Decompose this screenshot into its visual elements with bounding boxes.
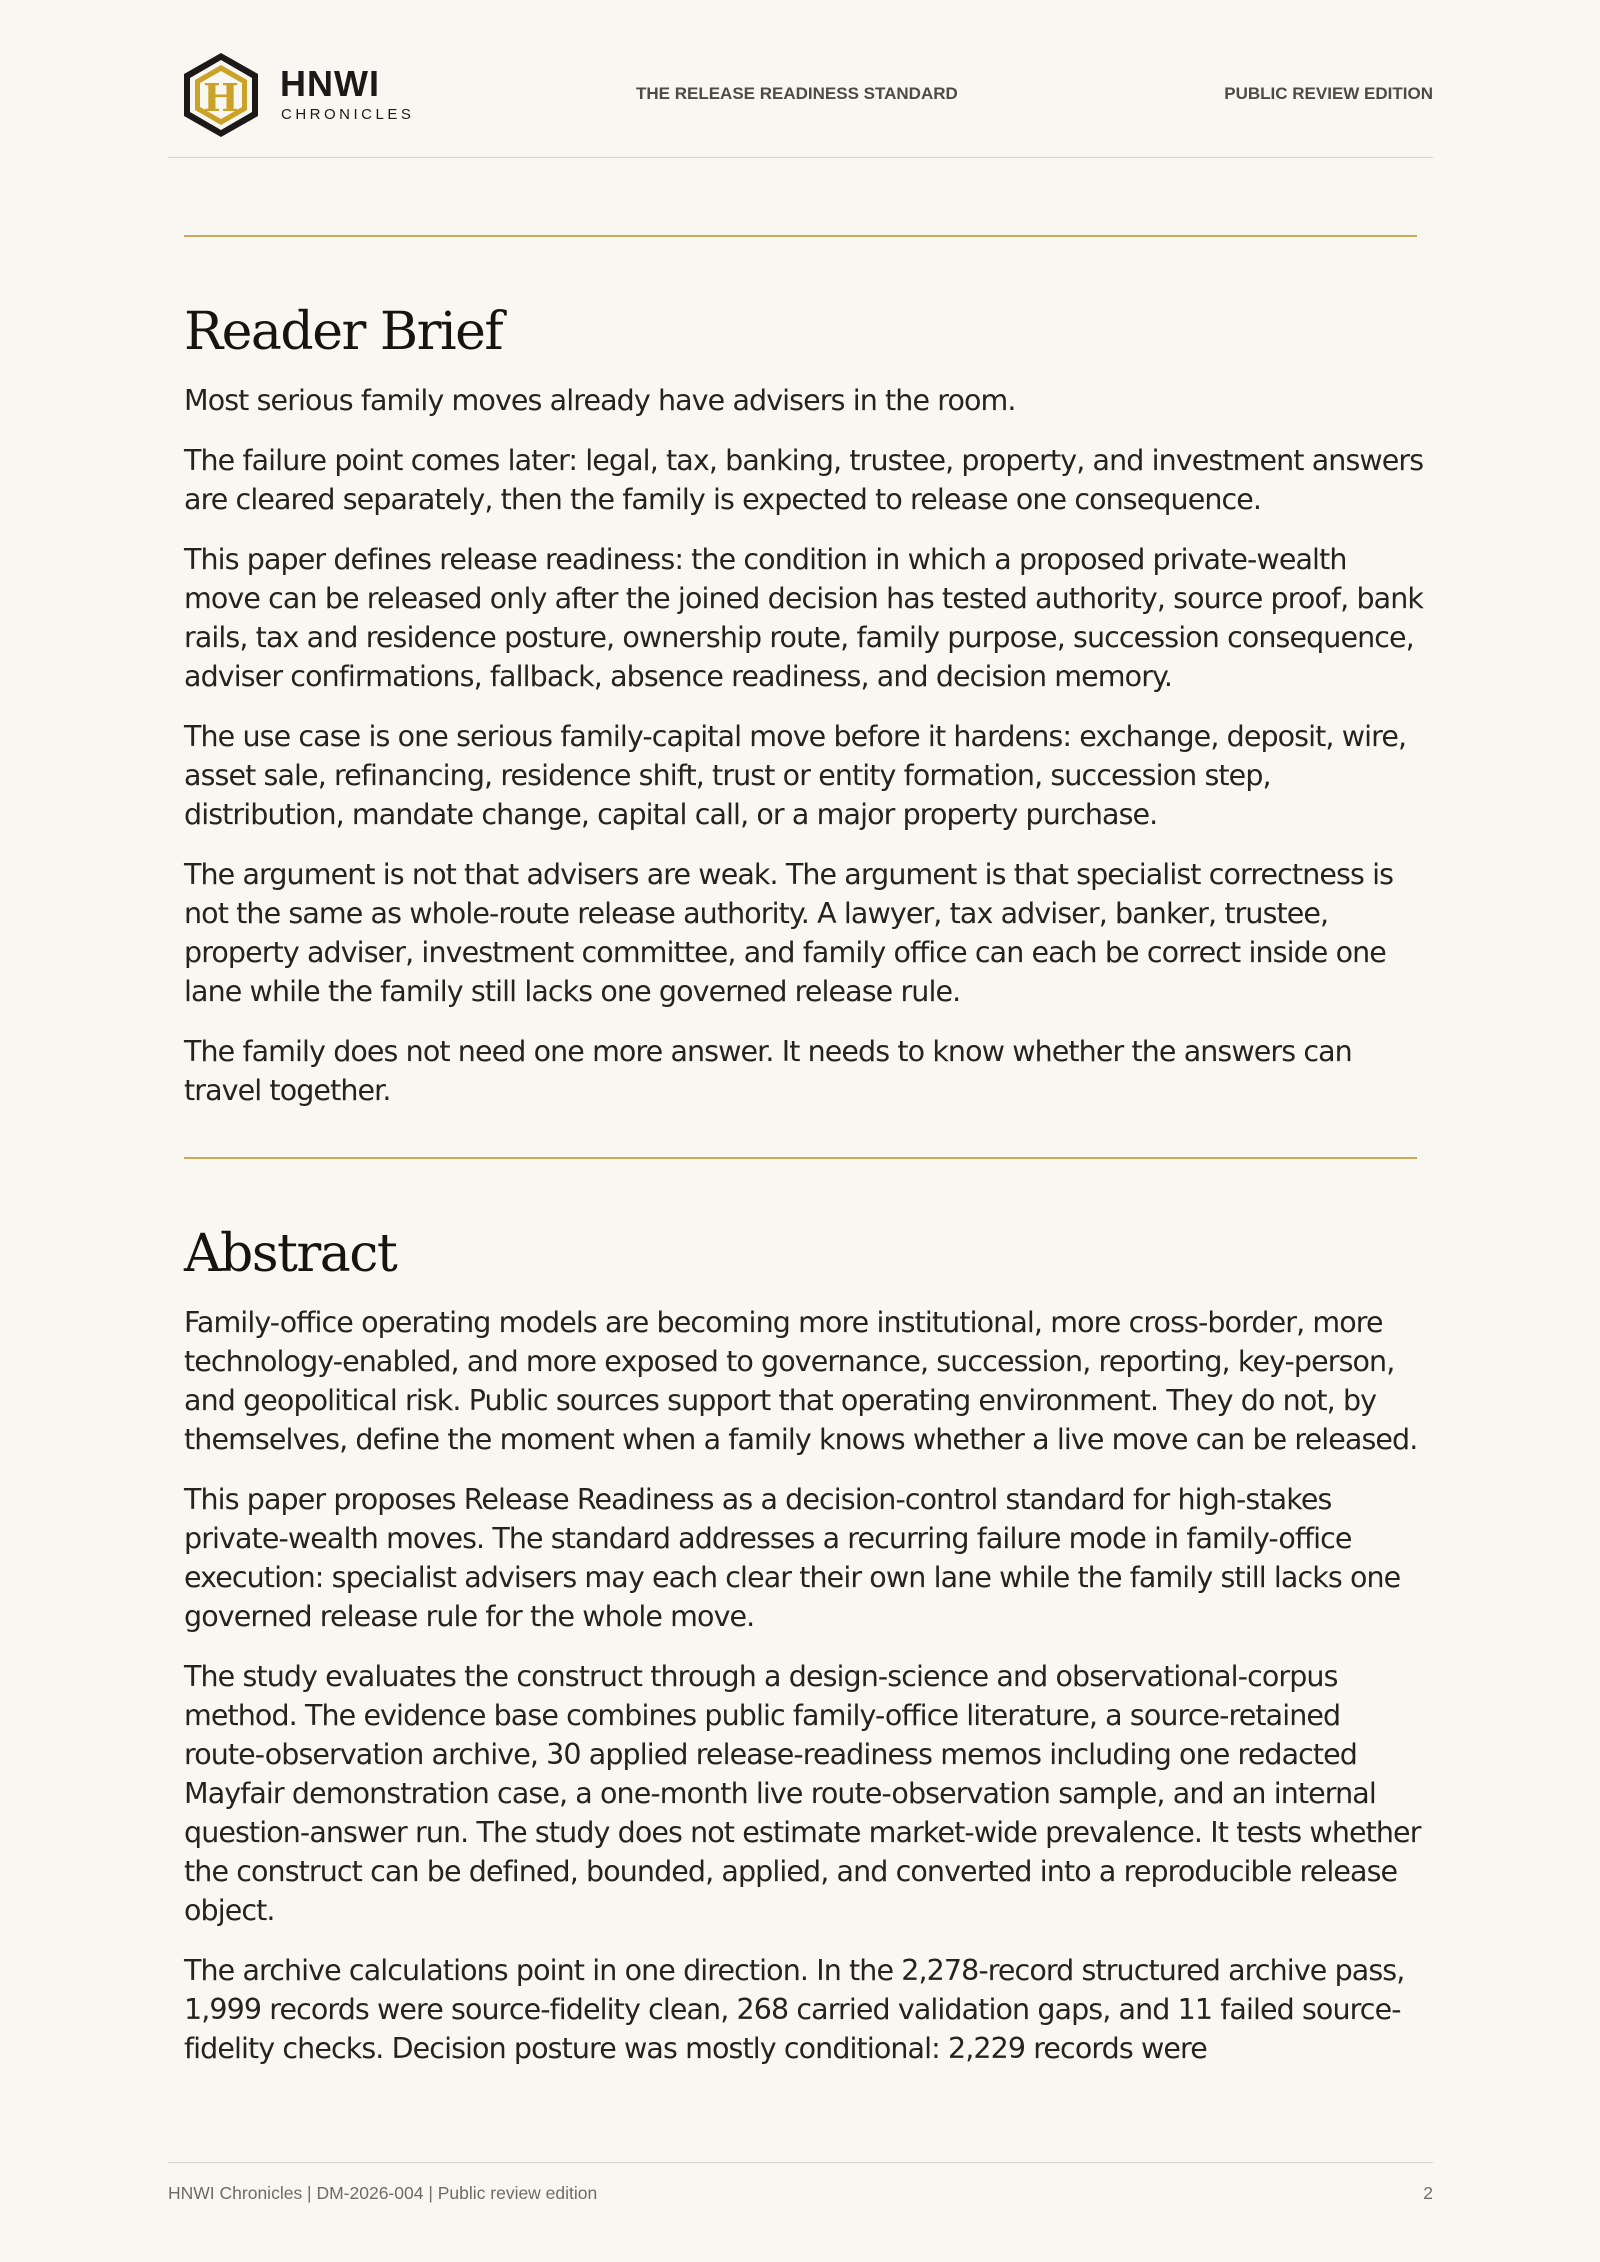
hexagon-emblem-icon — [176, 50, 266, 140]
section-divider — [184, 1157, 1417, 1159]
document-series-title: THE RELEASE READINESS STANDARD — [636, 84, 958, 103]
body-paragraph: The use case is one serious family-capital move before it hardens: exchange, deposit, wire, asset sale, refinancing, residence shift, trust or entity formation, succession step, distribution, mandate change, capital call, or a major property purchase. — [184, 720, 1407, 831]
body-paragraph: Most serious family moves already have advisers in the room. — [184, 384, 1016, 417]
body-paragraph: The family does not need one more answer. It needs to know whether the answers can travel together. — [184, 1035, 1352, 1107]
body-paragraph: This paper proposes Release Readiness as a decision-control standard for high-stakes private-wealth moves. The standard addresses a recurring failure mode in family-office execution: specialist advisers may each clear their own lane while the family still lacks one governed release rule for the whole move. — [184, 1483, 1401, 1633]
body-paragraph: The failure point comes later: legal, tax, banking, trustee, property, and investment answers are cleared separately, then the family is expected to release one consequence. — [184, 444, 1424, 516]
body-paragraph: The archive calculations point in one direction. In the 2,278-record structured archive pass, 1,999 records were source-fidelity clean, 268 carried validation gaps, and 11 failed source-fidelity checks. Decision posture was mostly conditional: 2,229 records were — [184, 1954, 1405, 2065]
page-header — [168, 46, 1433, 158]
section-divider — [184, 235, 1417, 237]
page-footer — [168, 2162, 1433, 2203]
section-title-abstract: Abstract — [184, 1224, 397, 1284]
logo-wordmark: HNWI — [280, 63, 380, 104]
reader-brief-body — [184, 381, 1424, 1131]
body-paragraph: Family-office operating models are becoming more institutional, more cross-border, more technology-enabled, and more exposed to governance, succession, reporting, key-person, and geopolitical risk. Public sources support that operating environment. They do not, by themselves, define the moment when a family knows whether a live move can be released. — [184, 1306, 1418, 1456]
section-title-reader-brief: Reader Brief — [184, 302, 503, 362]
body-paragraph: This paper defines release readiness: the condition in which a proposed private-wealth move can be released only after the joined decision has tested authority, source proof, bank rails, tax and residence posture, ownership route, family purpose, succession consequence, adviser confirmations, fallback, absence readiness, and decision memory. — [184, 543, 1423, 693]
logo-subtitle: CHRONICLES — [281, 106, 415, 123]
footer-document-reference: HNWI Chronicles | DM-2026-004 | Public review edition — [168, 2183, 598, 2203]
edition-label: PUBLIC REVIEW EDITION — [1224, 84, 1433, 103]
body-paragraph: The argument is not that advisers are weak. The argument is that specialist correctness is not the same as whole-route release authority. A lawyer, tax adviser, banker, trustee, property adviser, investment committee, and family office can each be correct inside one lane while the family still lacks one governed release rule. — [184, 858, 1394, 1008]
brand-logo[interactable] — [176, 50, 436, 142]
abstract-body — [184, 1303, 1424, 2089]
page-number: 2 — [1423, 2183, 1433, 2203]
logo-letter: H — [203, 75, 239, 120]
body-paragraph: The study evaluates the construct through a design-science and observational-corpus method. The evidence base combines public family-office literature, a source-retained route-observation archive, 30 applied release-readiness memos including one redacted Mayfair demonstration case, a one-month live route-observation sample, and an internal question-answer run. The study does not estimate market-wide prevalence. It tests whether the construct can be defined, bounded, applied, and converted into a reproducible release object. — [184, 1660, 1421, 1927]
